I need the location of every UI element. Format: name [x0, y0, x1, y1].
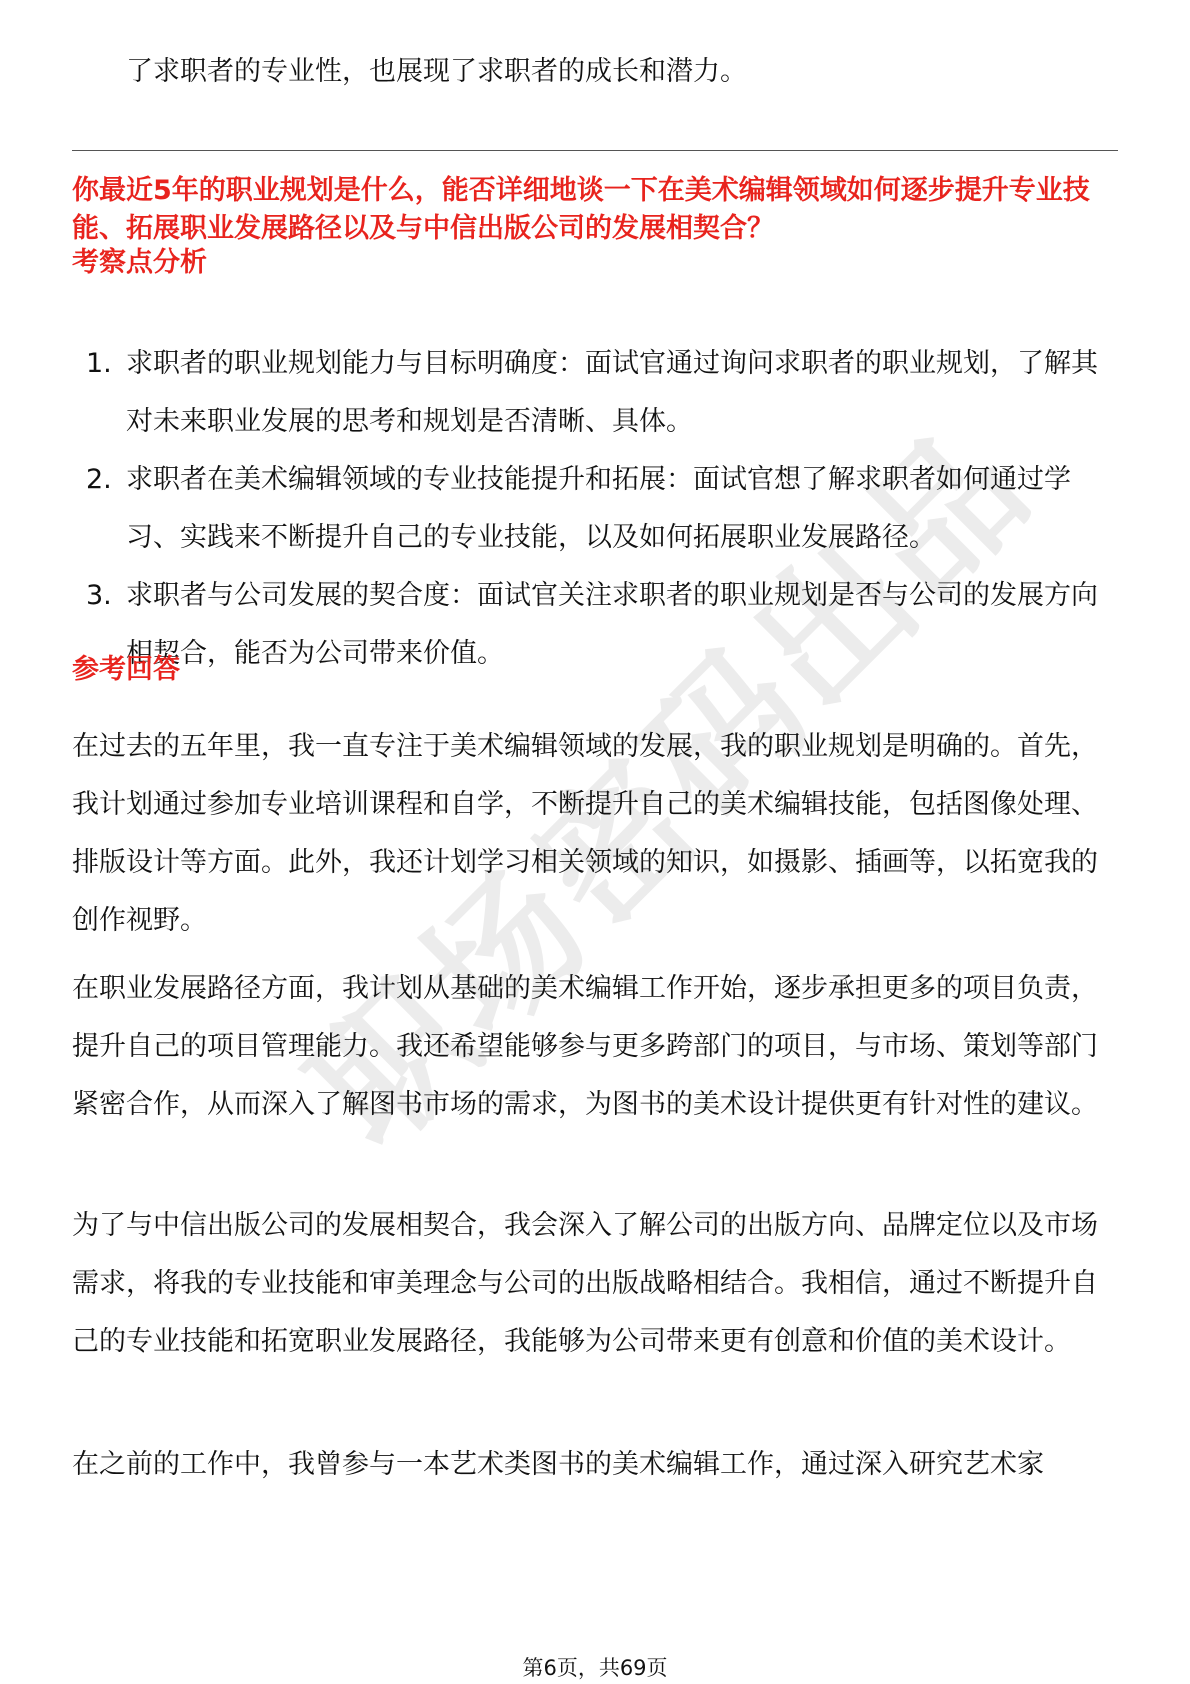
list-item-text: 求职者与公司发展的契合度：面试官关注求职者的职业规划是否与公司的发展方向相契合，能否为公司带来价值。	[126, 580, 1098, 669]
continuation-text: 了求职者的专业性，也展现了求职者的成长和潜力。	[126, 56, 747, 87]
watermark-glyph: 码	[610, 620, 840, 850]
list-item	[72, 567, 1118, 683]
list-item	[72, 451, 1118, 567]
watermark-glyph: 职	[280, 950, 510, 1180]
answer-paragraph: 为了与中信出版公司的发展相契合，我会深入了解公司的出版方向、品牌定位以及市场需求，将我的专业技能和审美理念与公司的出版战略相结合。我相信，通过不断提升自己的专业技能和拓宽职业发展路径，我能够为公司带来更有创意和价值的美术设计。	[72, 1210, 1098, 1357]
analysis-list	[72, 335, 1118, 683]
watermark-glyph: 场	[390, 840, 620, 1070]
list-item	[72, 335, 1118, 451]
list-item-text: 求职者的职业规划能力与目标明确度：面试官通过询问求职者的职业规划，了解其对未来职业发展的思考和规划是否清晰、具体。	[126, 348, 1098, 437]
answer-paragraph: 在之前的工作中，我曾参与一本艺术类图书的美术编辑工作，通过深入研究艺术家	[72, 1449, 1044, 1480]
analysis-heading: 考察点分析	[72, 247, 207, 278]
section-divider	[72, 150, 1118, 151]
list-item-number: 3.	[86, 580, 112, 611]
answer-heading: 参考回答	[72, 654, 180, 685]
watermark-glyph: 密	[500, 730, 730, 960]
list-item-number: 1.	[86, 348, 112, 379]
interview-question: 你最近5年的职业规划是什么，能否详细地谈一下在美术编辑领域如何逐步提升专业技能、拓展职业发展路径以及与中信出版公司的发展相契合？	[72, 175, 1090, 244]
watermark-glyph: 品	[830, 400, 1060, 630]
answer-paragraph: 在过去的五年里，我一直专注于美术编辑领域的发展，我的职业规划是明确的。首先，我计划通过参加专业培训课程和自学，不断提升自己的美术编辑技能，包括图像处理、排版设计等方面。此外，我还计划学习相关领域的知识，如摄影、插画等，以拓宽我的创作视野。	[72, 731, 1098, 936]
watermark-glyph: 出	[720, 510, 950, 740]
page-footer: 第6页，共69页	[522, 1656, 668, 1680]
answer-paragraph: 在职业发展路径方面，我计划从基础的美术编辑工作开始，逐步承担更多的项目负责，提升自己的项目管理能力。我还希望能够参与更多跨部门的项目，与市场、策划等部门紧密合作，从而深入了解图书市场的需求，为图书的美术设计提供更有针对性的建议。	[72, 973, 1098, 1120]
list-item-text: 求职者在美术编辑领域的专业技能提升和拓展：面试官想了解求职者如何通过学习、实践来不断提升自己的专业技能，以及如何拓展职业发展路径。	[126, 464, 1071, 553]
list-item-number: 2.	[86, 464, 112, 495]
